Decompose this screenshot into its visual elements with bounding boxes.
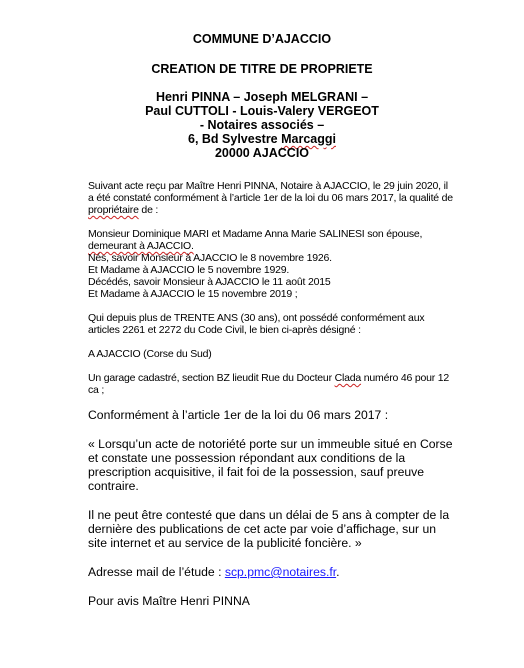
acte-text-a: Suivant acte reçu par Maître Henri PINNA, Notaire à AJACCIO, le 29 juin 2020, il a été constaté conformément à l’article 1er de la loi du 06 mars 2017, la qualité de <box>88 180 453 204</box>
notaires-block <box>0 90 524 160</box>
address-prefix: 6, Bd Sylvestre <box>188 132 282 146</box>
email-end: . <box>336 565 340 579</box>
acte-text-b: propriétaire <box>88 204 139 216</box>
bien-text-b: Clada <box>334 372 362 384</box>
notaires-line-1: Henri PINNA – Joseph MELGRANI – <box>155 90 369 104</box>
signature-paragraph: Pour avis Maître Henri PINNA <box>88 594 250 608</box>
parties-line-3: Nés, savoir Monsieur à AJACCIO le 8 novembre 1926. <box>88 252 332 264</box>
acte-body <box>88 180 454 408</box>
bien-text-a: Un garage cadastré, section BZ lieudit Rue du Docteur <box>88 372 335 384</box>
possession-paragraph: Qui depuis plus de TRENTE ANS (30 ans), ont possédé conformément aux articles 2261 et 2272 du Code Civil, le bien ci-après désigné : <box>88 312 425 336</box>
email-paragraph <box>88 565 456 579</box>
document-title: CREATION DE TITRE DE PROPRIETE <box>151 62 373 76</box>
parties-line-2: demeurant à AJACCIO. <box>88 240 194 252</box>
commune-title: COMMUNE D’AJACCIO <box>192 32 332 46</box>
parties-line-6: Et Madame à AJACCIO le 15 novembre 2019 ; <box>88 288 298 300</box>
loi-body <box>88 408 456 623</box>
acte-paragraph <box>88 180 454 216</box>
citation-paragraph-2: Il ne peut être contesté que dans un délai de 5 ans à compter de la dernière des publications de cet acte par voie d’affichage, sur un site internet et au service de la publicité foncière. » <box>88 508 450 550</box>
notaires-line-2: Paul CUTTOLI - Louis-Valery VERGEOT <box>145 104 379 118</box>
office-city: 20000 AJACCIO <box>214 146 310 160</box>
parties-line-1: Monsieur Dominique MARI et Madame Anna Marie SALINESI son épouse, <box>88 228 423 240</box>
citation-paragraph-1: « Lorsqu’un acte de notoriété porte sur un immeuble situé en Corse et constate une possession répondant aux conditions de la prescription acquisitive, il fait foi de la possession, sauf preuve contraire. <box>88 437 453 493</box>
address-street: Marcaggi <box>281 132 336 146</box>
parties-line-4: Et Madame à AJACCIO le 5 novembre 1929. <box>88 264 290 276</box>
notice-header <box>0 32 524 160</box>
bien-paragraph <box>88 372 454 396</box>
bien-text-c: numéro 46 pour 12 ca ; <box>88 372 450 396</box>
conformement-paragraph: Conformément à l’article 1er de la loi du 06 mars 2017 : <box>88 408 389 422</box>
notaires-line-3: - Notaires associés – <box>199 118 325 132</box>
acte-text-c: de : <box>138 204 159 216</box>
parties-paragraph <box>88 228 454 300</box>
office-address <box>0 132 524 146</box>
email-label: Adresse mail de l’étude : <box>88 565 225 579</box>
email-link[interactable]: scp.pmc@notaires.fr <box>224 565 337 579</box>
parties-line-5: Décédés, savoir Monsieur à AJACCIO le 11 août 2015 <box>88 276 331 288</box>
lieu-paragraph: A AJACCIO (Corse du Sud) <box>88 348 212 360</box>
